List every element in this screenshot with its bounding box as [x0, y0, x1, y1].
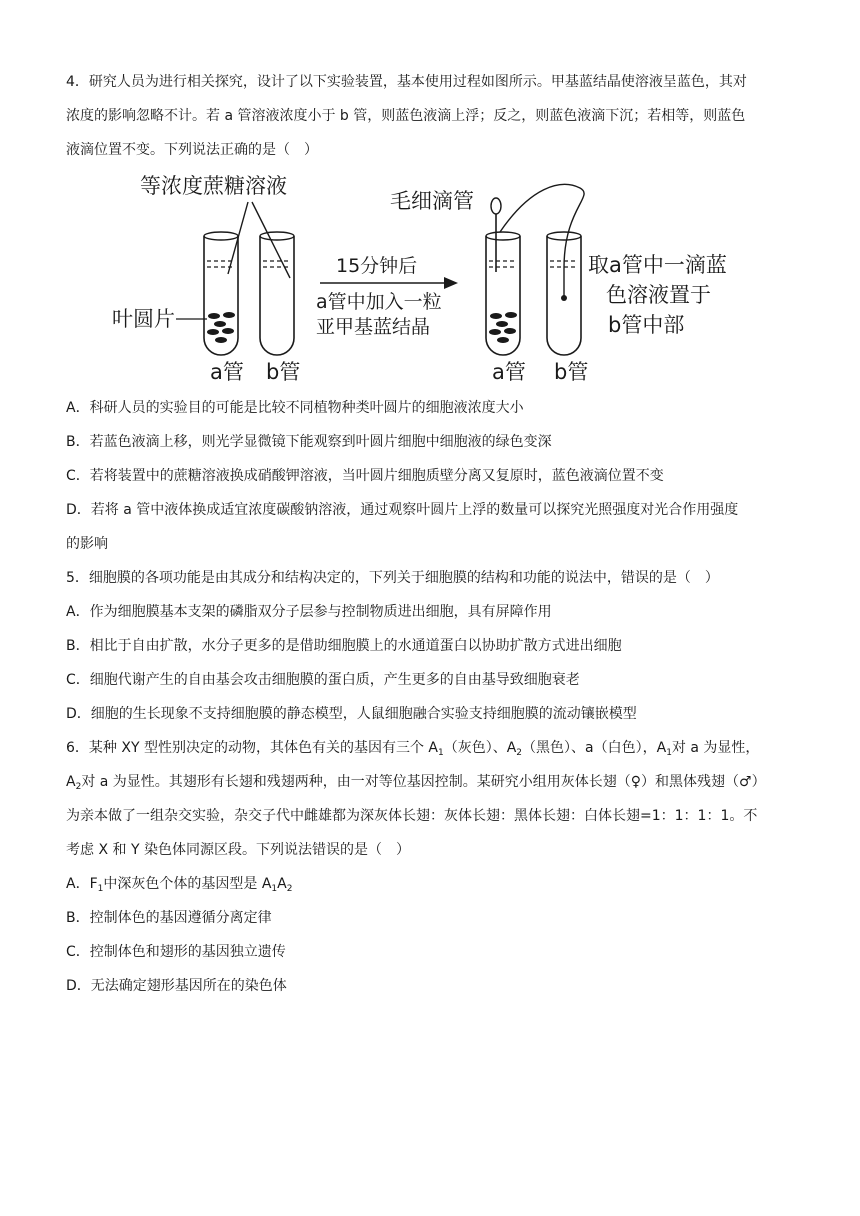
figure-label-drop-3: b管中部 [608, 313, 685, 337]
q6-stem-text: 对 a 为显性， [671, 740, 760, 756]
tube-a-before [204, 232, 238, 355]
q6-stem-text: （黑色）、a（白色），A [522, 740, 667, 756]
q6-option-b: B．控制体色的基因遵循分离定律 [66, 910, 272, 926]
q6-stem-line-2 [66, 772, 766, 792]
q6-stem-line-3: 为亲本做了一组杂交实验，杂交子代中雌雄都为深灰体长翅：灰体长翅：黑体长翅：白体长翅=1：1：1：1。不 [66, 808, 758, 824]
q6-option-text: A [277, 876, 287, 892]
q6-option-c: C．控制体色和翅形的基因独立遗传 [66, 944, 286, 960]
q5-option-d: D．细胞的生长现象不支持细胞膜的静态模型，人鼠细胞融合实验支持细胞膜的流动镶嵌模型 [66, 706, 637, 722]
figure-label-drop-1: 取a管中一滴蓝 [588, 253, 727, 277]
q4-option-c: C．若将装置中的蔗糖溶液换成硝酸钾溶液，当叶圆片细胞质壁分离又复原时，蓝色液滴位置不变 [66, 468, 664, 484]
blue-droplet [561, 295, 567, 301]
figure-label-solution: 等浓度蔗糖溶液 [140, 174, 287, 198]
figure-label-drop-2: 色溶液置于 [606, 283, 711, 307]
subscript: 1 [666, 748, 672, 758]
q5-stem: 5．细胞膜的各项功能是由其成分和结构决定的，下列关于细胞膜的结构和功能的说法中，错误的是（ ） [66, 570, 719, 586]
q5-option-b: B．相比于自由扩散，水分子更多的是借助细胞膜上的水通道蛋白以协助扩散方式进出细胞 [66, 638, 622, 654]
q6-stem-text: 6．某种 XY 型性别决定的动物，其体色有关的基因有三个 A [66, 740, 438, 756]
q4-option-a: A．科研人员的实验目的可能是比较不同植物种类叶圆片的细胞液浓度大小 [66, 400, 524, 416]
q6-stem-text: A [66, 774, 76, 790]
q6-stem-text: （灰色）、A [443, 740, 517, 756]
q5-option-a: A．作为细胞膜基本支架的磷脂双分子层参与控制物质进出细胞，具有屏障作用 [66, 604, 552, 620]
figure-label-step-action-2: 亚甲基蓝结晶 [316, 316, 431, 338]
figure-label-leaf-disc: 叶圆片 [112, 307, 175, 331]
q4-stem-line-1: 4．研究人员为进行相关探究，设计了以下实验装置，基本使用过程如图所示。甲基蓝结晶使溶液呈蓝色，其对 [66, 74, 747, 90]
q6-option-text: A．F [66, 876, 98, 892]
q6-option-text: 中深灰色个体的基因型是 A [103, 876, 272, 892]
q4-option-d-cont: 的影响 [66, 536, 108, 552]
figure-label-tube-b: b管 [266, 360, 301, 384]
figure-label-step-action-1: a管中加入一粒 [316, 291, 442, 313]
subscript: 1 [437, 748, 444, 758]
subscript: 2 [516, 748, 523, 758]
q6-stem-line-4: 考虑 X 和 Y 染色体同源区段。下列说法错误的是（ ） [66, 842, 410, 858]
figure-label-tube-a: a管 [492, 360, 526, 384]
q6-option-d: D．无法确定翅形基因所在的染色体 [66, 978, 287, 994]
process-arrow-head [444, 277, 458, 289]
subscript: 1 [97, 884, 104, 894]
q4-stem-line-3: 液滴位置不变。下列说法正确的是（ ） [66, 142, 318, 158]
experiment-figure [110, 168, 760, 390]
leaf-discs [489, 312, 517, 343]
q5-option-c: C．细胞代谢产生的自由基会攻击细胞膜的蛋白质，产生更多的自由基导致细胞衰老 [66, 672, 580, 688]
figure-label-tube-a: a管 [210, 360, 244, 384]
q6-option-a [66, 874, 292, 894]
tube-a-after [486, 232, 520, 355]
subscript: 2 [286, 884, 293, 894]
q6-stem-text: 对 a 为显性。其翅形有长翅和残翅两种，由一对等位基因控制。某研究小组用灰体长翅（♀）和黑体残翅（♂） [81, 774, 766, 790]
figure-label-tube-b: b管 [554, 360, 589, 384]
subscript: 1 [271, 884, 278, 894]
q4-option-d: D．若将 a 管中液体换成适宜浓度碳酸钠溶液，通过观察叶圆片上浮的数量可以探究光照强度对光合作用强度 [66, 502, 739, 518]
figure-label-step-time: 15分钟后 [336, 255, 418, 277]
figure-label-capillary: 毛细滴管 [390, 189, 474, 213]
q4-stem-line-2: 浓度的影响忽略不计。若 a 管溶液浓度小于 b 管，则蓝色液滴上浮；反之，则蓝色液滴下沉；若相等，则蓝色 [66, 108, 746, 124]
leaf-discs [207, 312, 235, 343]
subscript: 2 [75, 782, 82, 792]
q6-stem-line-1 [66, 738, 759, 758]
q4-option-b: B．若蓝色液滴上移，则光学显微镜下能观察到叶圆片细胞中细胞液的绿色变深 [66, 434, 552, 450]
